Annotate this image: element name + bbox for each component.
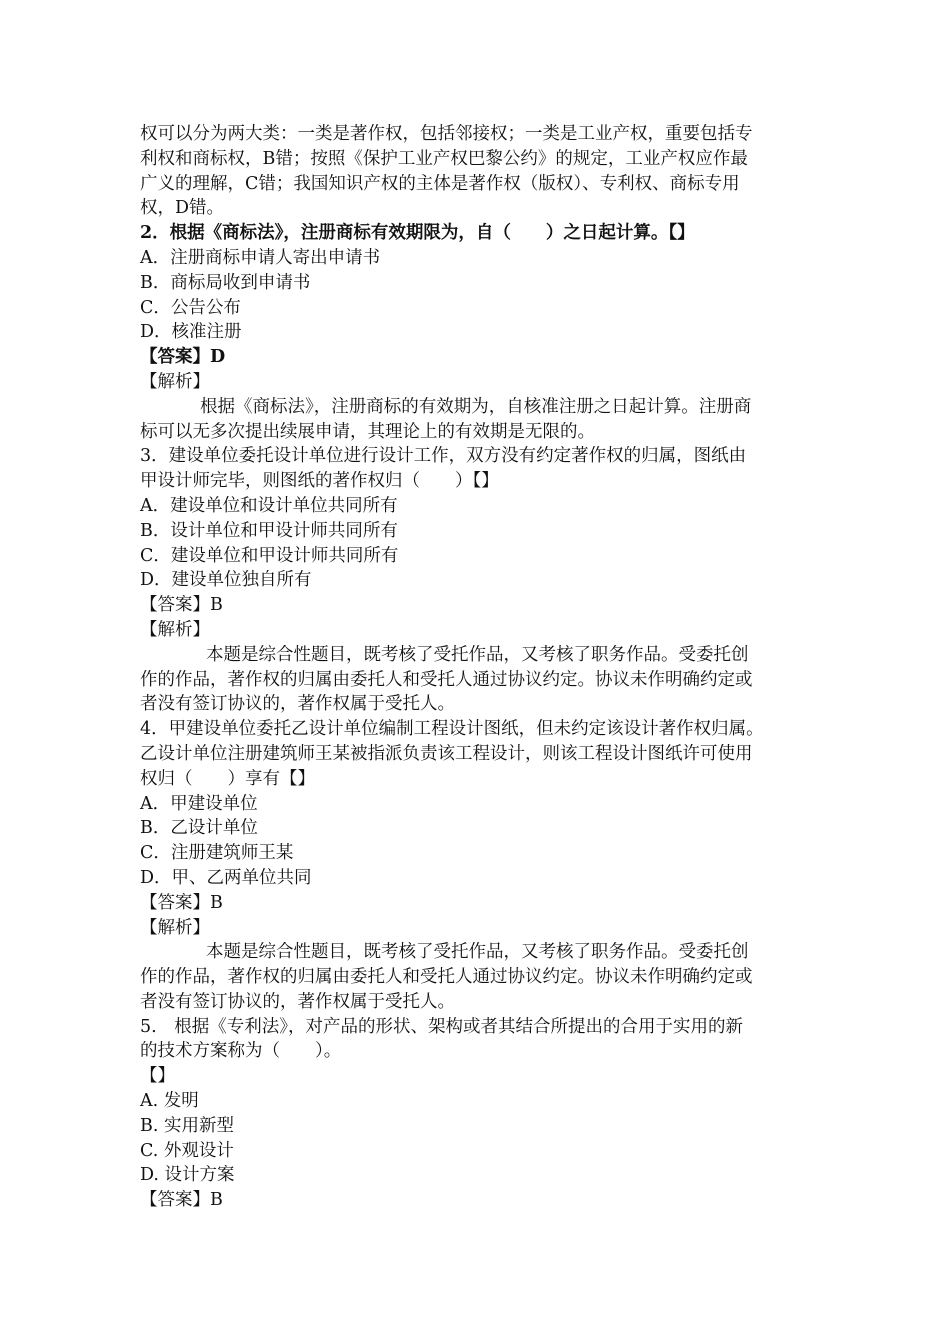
- text-line: A．注册商标申请人寄出申请书: [140, 247, 381, 268]
- text-line: 【答案】B: [140, 892, 223, 913]
- text-line: 【解析】: [140, 917, 210, 938]
- text-line: 根据《商标法》，注册商标的有效期为，自核准注册之日起计算。注册商: [200, 396, 752, 417]
- text-line: 2．根据《商标法》，注册商标有效期限为，自（ ）之日起计算。【】: [140, 223, 695, 244]
- text-line: 标可以无多次提出续展申请，其理论上的有效期是无限的。: [140, 421, 595, 442]
- text-line: 【答案】D: [140, 347, 226, 368]
- text-line: C. 外观设计: [140, 1140, 234, 1161]
- text-line: 者没有签订协议的，著作权属于受托人。: [140, 694, 455, 715]
- text-line: B．商标局收到申请书: [140, 272, 311, 293]
- text-line: C．注册建筑师王某: [140, 843, 294, 864]
- text-line: 5. 根据《专利法》，对产品的形状、架构或者其结合所提出的合用于实用的新: [140, 1016, 743, 1037]
- text-line: A．建设单位和设计单位共同所有: [140, 495, 398, 516]
- text-line: 广义的理解，C错；我国知识产权的主体是著作权（版权）、专利权、商标专用: [140, 173, 740, 194]
- text-line: 【解析】: [140, 371, 210, 392]
- text-line: 的技术方案称为（ ）。: [140, 1041, 342, 1062]
- text-line: 乙设计单位注册建筑师王某被指派负责该工程设计，则该工程设计图纸许可使用: [140, 743, 753, 764]
- text-line: D．甲、乙两单位共同: [140, 867, 312, 888]
- text-line: D．核准注册: [140, 322, 242, 343]
- text-line: 【答案】B: [140, 1190, 223, 1211]
- text-line: 【答案】B: [140, 595, 223, 616]
- text-line: 【解析】: [140, 619, 210, 640]
- text-line: 作的作品，著作权的归属由委托人和受托人通过协议约定。协议未作明确约定或: [140, 967, 753, 988]
- text-line: B．乙设计单位: [140, 818, 258, 839]
- text-line: C．建设单位和甲设计师共同所有: [140, 545, 399, 566]
- text-line: A．甲建设单位: [140, 793, 258, 814]
- text-line: 作的作品，著作权的归属由委托人和受托人通过协议约定。协议未作明确约定或: [140, 669, 753, 690]
- text-line: 3．建设单位委托设计单位进行设计工作，双方没有约定著作权的归属，图纸由: [140, 446, 747, 467]
- text-line: 权归（ ）享有【】: [140, 768, 315, 789]
- text-line: 4．甲建设单位委托乙设计单位编制工程设计图纸，但未约定该设计著作权归属。: [140, 719, 764, 740]
- text-line: 权，D错。: [140, 198, 225, 219]
- text-line: C．公告公布: [140, 297, 241, 318]
- text-line: A. 发明: [140, 1091, 199, 1112]
- text-line: 本题是综合性题目，既考核了受托作品，又考核了职务作品。受委托创: [206, 942, 749, 963]
- text-line: D. 设计方案: [140, 1165, 235, 1186]
- text-line: 甲设计师完毕，则图纸的著作权归（ ）【】: [140, 471, 499, 492]
- text-line: 本题是综合性题目，既考核了受托作品，又考核了职务作品。受委托创: [206, 644, 749, 665]
- text-line: 权可以分为两大类：一类是著作权，包括邻接权；一类是工业产权，重要包括专: [140, 124, 753, 144]
- text-line: 利权和商标权，B错；按照《保护工业产权巴黎公约》的规定，工业产权应作最: [140, 148, 748, 169]
- text-line: D．建设单位独自所有: [140, 570, 312, 591]
- text-line: B．设计单位和甲设计师共同所有: [140, 520, 398, 541]
- text-line: B. 实用新型: [140, 1115, 234, 1136]
- text-line: 者没有签订协议的，著作权属于受托人。: [140, 991, 455, 1012]
- document-body: [140, 122, 820, 1213]
- text-line: 【】: [140, 1066, 175, 1087]
